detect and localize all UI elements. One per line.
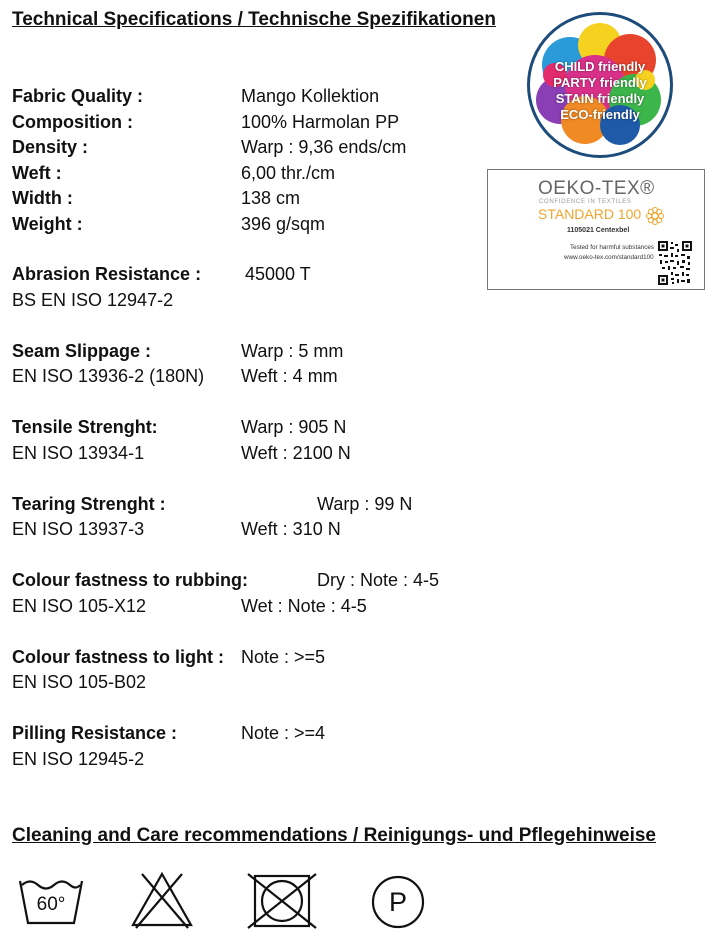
spec-label: Density : bbox=[12, 137, 89, 157]
qr-code-icon bbox=[658, 241, 692, 285]
badge-line: ECO-friendly bbox=[560, 107, 640, 122]
no-tumble-dry-icon bbox=[246, 872, 318, 935]
no-bleach-icon bbox=[130, 871, 194, 934]
badge-line: STAIN friendly bbox=[555, 91, 645, 106]
oeko-standard: STANDARD 100 bbox=[538, 206, 642, 222]
test-value: Dry : Note : 4-5 bbox=[317, 570, 440, 590]
test-value: Note : >=4 bbox=[241, 723, 326, 743]
spec-label: Composition : bbox=[12, 112, 133, 132]
test-value-2: Weft : 4 mm bbox=[241, 366, 338, 386]
oeko-certificate-id: 1105021 Centexbel bbox=[567, 227, 630, 234]
page-title: Technical Specifications / Technische Spezifikationen bbox=[12, 9, 496, 30]
test-label: Tensile Strenght: bbox=[12, 417, 158, 437]
spec-label: Width : bbox=[12, 188, 73, 208]
spec-label: Weight : bbox=[12, 214, 83, 234]
test-standard: EN ISO 105-X12 bbox=[12, 596, 147, 616]
friendly-badge bbox=[527, 12, 673, 158]
spec-label: Fabric Quality : bbox=[12, 86, 144, 106]
spec-value: 6,00 thr./cm bbox=[241, 163, 336, 183]
oeko-tex-label bbox=[487, 169, 705, 290]
test-value: Note : >=5 bbox=[241, 647, 326, 667]
test-label: Colour fastness to rubbing: bbox=[12, 570, 248, 590]
dry-clean-p-icon bbox=[370, 874, 426, 930]
test-standard: EN ISO 105-B02 bbox=[12, 672, 147, 692]
test-standard: BS EN ISO 12947-2 bbox=[12, 290, 174, 310]
test-value-2: Weft : 2100 N bbox=[241, 443, 351, 463]
test-label: Tearing Strenght : bbox=[12, 494, 166, 514]
wash-60-icon bbox=[18, 875, 84, 927]
spec-value: 396 g/sqm bbox=[241, 214, 326, 234]
test-value: Warp : 905 N bbox=[241, 417, 347, 437]
dry-clean-letter: P bbox=[388, 887, 407, 917]
oeko-tagline: CONFIDENCE IN TEXTILES bbox=[539, 199, 632, 205]
test-value: 45000 T bbox=[245, 264, 311, 284]
badge-line: CHILD friendly bbox=[554, 59, 646, 74]
spec-value: Mango Kollektion bbox=[241, 86, 380, 106]
spec-value: 138 cm bbox=[241, 188, 301, 208]
wash-temp-text: 60° bbox=[36, 894, 66, 915]
oeko-flower-icon bbox=[645, 206, 665, 226]
badge-line: PARTY friendly bbox=[553, 75, 647, 90]
test-standard: EN ISO 13937-3 bbox=[12, 519, 145, 539]
test-label: Seam Slippage : bbox=[12, 341, 152, 361]
spec-label: Weft : bbox=[12, 163, 62, 183]
test-label: Pilling Resistance : bbox=[12, 723, 178, 743]
test-label: Colour fastness to light : bbox=[12, 647, 225, 667]
test-value: Warp : 5 mm bbox=[241, 341, 344, 361]
spec-value: 100% Harmolan PP bbox=[241, 112, 400, 132]
oeko-brand: OEKO-TEX® bbox=[538, 178, 655, 199]
test-value: Warp : 99 N bbox=[317, 494, 413, 514]
oeko-tested-text: Tested for harmful substances bbox=[570, 244, 654, 251]
care-heading: Cleaning and Care recommendations / Reinigungs- und Pflegehinweise bbox=[12, 825, 656, 846]
spec-value: Warp : 9,36 ends/cm bbox=[241, 137, 407, 157]
test-standard: EN ISO 13934-1 bbox=[12, 443, 145, 463]
test-label: Abrasion Resistance : bbox=[12, 264, 202, 284]
test-standard: EN ISO 13936-2 (180N) bbox=[12, 366, 205, 386]
test-standard: EN ISO 12945-2 bbox=[12, 749, 145, 769]
oeko-url[interactable]: www.oeko-tex.com/standard100 bbox=[564, 254, 654, 261]
test-value-2: Weft : 310 N bbox=[241, 519, 341, 539]
test-value-2: Wet : Note : 4-5 bbox=[241, 596, 367, 616]
